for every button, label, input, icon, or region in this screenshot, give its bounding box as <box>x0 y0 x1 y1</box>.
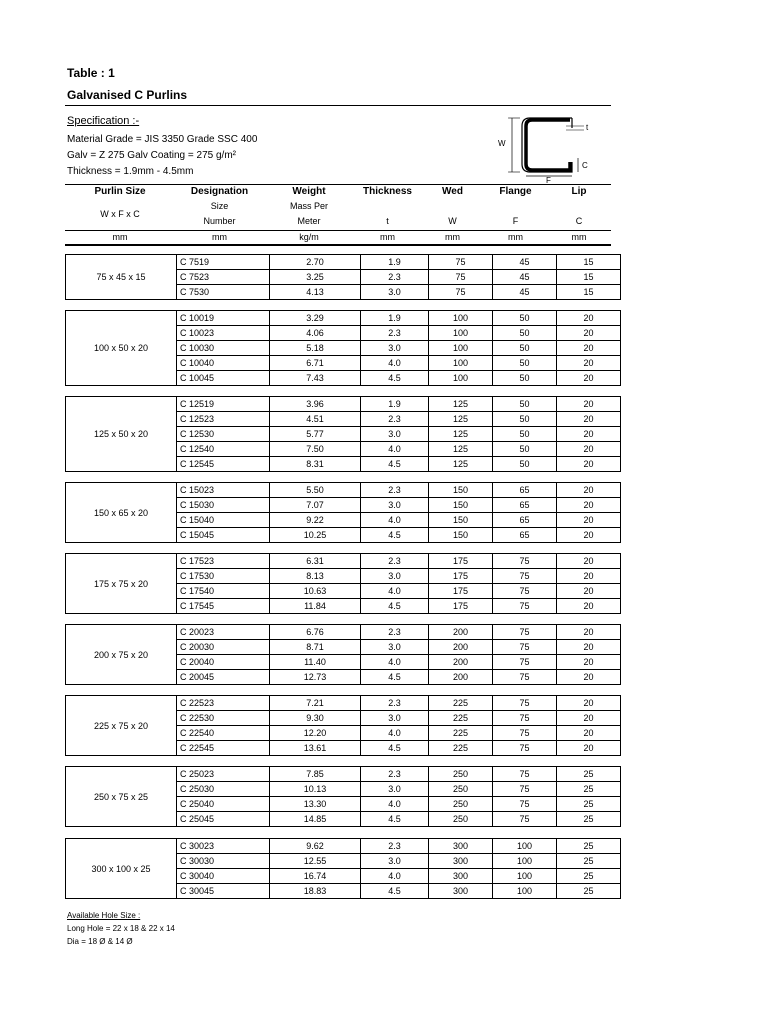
column-header-symbol: F <box>512 216 519 226</box>
thickness-cell: 3.0 <box>361 427 429 442</box>
weight-cell: 11.84 <box>270 599 361 614</box>
flange-cell: 50 <box>493 326 557 341</box>
designation-cell: C 30030 <box>177 854 270 869</box>
thickness-cell: 4.0 <box>361 584 429 599</box>
lip-cell: 15 <box>557 270 621 285</box>
purlin-group <box>65 766 611 827</box>
lip-cell: 20 <box>557 640 621 655</box>
web-cell: 100 <box>429 311 493 326</box>
web-cell: 250 <box>429 782 493 797</box>
flange-cell: 75 <box>493 655 557 670</box>
weight-cell: 12.73 <box>270 670 361 685</box>
web-cell: 175 <box>429 569 493 584</box>
flange-cell: 65 <box>493 498 557 513</box>
designation-cell: C 7530 <box>177 285 270 300</box>
designation-cell: C 30040 <box>177 869 270 884</box>
thickness-cell: 4.5 <box>361 371 429 386</box>
column-header-symbol: W <box>448 216 457 226</box>
purlin-size-cell: 250 x 75 x 25 <box>66 767 177 827</box>
purlin-size-cell: 150 x 65 x 20 <box>66 483 177 543</box>
web-cell: 225 <box>429 726 493 741</box>
lip-cell: 20 <box>557 397 621 412</box>
weight-cell: 5.50 <box>270 483 361 498</box>
weight-cell: 3.29 <box>270 311 361 326</box>
weight-cell: 8.31 <box>270 457 361 472</box>
lip-cell: 20 <box>557 670 621 685</box>
designation-cell: C 22523 <box>177 696 270 711</box>
header-top-rule <box>65 184 611 185</box>
weight-cell: 3.25 <box>270 270 361 285</box>
table-row <box>66 839 621 854</box>
column-header-title: Wed <box>442 186 463 197</box>
purlin-size-cell: 200 x 75 x 20 <box>66 625 177 685</box>
lip-cell: 20 <box>557 356 621 371</box>
purlin-group-table <box>65 766 621 827</box>
thickness-cell: 4.5 <box>361 670 429 685</box>
web-cell: 250 <box>429 767 493 782</box>
diagram-label-f: F <box>546 176 551 184</box>
lip-cell: 20 <box>557 741 621 756</box>
document-title: Galvanised C Purlins <box>67 88 188 102</box>
flange-cell: 65 <box>493 528 557 543</box>
weight-cell: 12.55 <box>270 854 361 869</box>
designation-cell: C 15030 <box>177 498 270 513</box>
purlin-group <box>65 254 611 300</box>
column-header-unit: kg/m <box>299 232 319 242</box>
purlin-group-table <box>65 695 621 756</box>
purlin-group <box>65 695 611 756</box>
lip-cell: 25 <box>557 782 621 797</box>
weight-cell: 6.76 <box>270 625 361 640</box>
flange-cell: 65 <box>493 513 557 528</box>
column-header-title: Flange <box>499 186 532 197</box>
column-header-unit: mm <box>112 232 128 242</box>
weight-cell: 14.85 <box>270 812 361 827</box>
designation-cell: C 22545 <box>177 741 270 756</box>
web-cell: 100 <box>429 356 493 371</box>
flange-cell: 75 <box>493 767 557 782</box>
weight-cell: 11.40 <box>270 655 361 670</box>
thickness-cell: 1.9 <box>361 397 429 412</box>
web-cell: 200 <box>429 655 493 670</box>
purlin-size-cell: 300 x 100 x 25 <box>66 839 177 899</box>
column-header-symbol: Number <box>203 216 236 226</box>
lip-cell: 20 <box>557 311 621 326</box>
diagram-label-w: W <box>498 139 506 148</box>
thickness-cell: 3.0 <box>361 341 429 356</box>
flange-cell: 50 <box>493 311 557 326</box>
weight-cell: 6.31 <box>270 554 361 569</box>
column-header-unit: mm <box>445 232 460 242</box>
weight-cell: 5.18 <box>270 341 361 356</box>
specification-heading: Specification :- <box>67 115 140 127</box>
purlin-group-table <box>65 482 621 543</box>
lip-cell: 20 <box>557 326 621 341</box>
c-section-diagram <box>490 106 610 184</box>
weight-cell: 16.74 <box>270 869 361 884</box>
purlin-size-cell: 175 x 75 x 20 <box>66 554 177 614</box>
lip-cell: 20 <box>557 442 621 457</box>
thickness-cell: 1.9 <box>361 311 429 326</box>
table-row <box>66 625 621 640</box>
table-row <box>66 311 621 326</box>
thickness-cell: 2.3 <box>361 554 429 569</box>
weight-cell: 18.83 <box>270 884 361 899</box>
thickness-cell: 4.0 <box>361 797 429 812</box>
designation-cell: C 17540 <box>177 584 270 599</box>
lip-cell: 25 <box>557 869 621 884</box>
web-cell: 225 <box>429 741 493 756</box>
flange-cell: 75 <box>493 670 557 685</box>
flange-cell: 45 <box>493 270 557 285</box>
thickness-cell: 4.0 <box>361 655 429 670</box>
column-header-sub: Size <box>210 201 229 211</box>
flange-cell: 100 <box>493 854 557 869</box>
web-cell: 100 <box>429 326 493 341</box>
web-cell: 100 <box>429 371 493 386</box>
thickness-cell: 4.0 <box>361 356 429 371</box>
designation-cell: C 12519 <box>177 397 270 412</box>
designation-cell: C 25030 <box>177 782 270 797</box>
thickness-cell: 4.5 <box>361 457 429 472</box>
web-cell: 225 <box>429 711 493 726</box>
weight-cell: 8.13 <box>270 569 361 584</box>
designation-cell: C 12545 <box>177 457 270 472</box>
purlin-group <box>65 396 611 472</box>
lip-cell: 20 <box>557 427 621 442</box>
lip-cell: 20 <box>557 569 621 584</box>
lip-cell: 20 <box>557 457 621 472</box>
web-cell: 75 <box>429 270 493 285</box>
table-row <box>66 255 621 270</box>
column-header-sub: Mass Per <box>289 201 328 211</box>
column-header-symbol: W x F x C <box>100 209 140 219</box>
designation-cell: C 10023 <box>177 326 270 341</box>
flange-cell: 75 <box>493 569 557 584</box>
table-row <box>66 767 621 782</box>
lip-cell: 15 <box>557 285 621 300</box>
column-header-unit: mm <box>212 232 227 242</box>
thickness-cell: 4.0 <box>361 726 429 741</box>
weight-cell: 10.13 <box>270 782 361 797</box>
flange-cell: 50 <box>493 371 557 386</box>
thickness-cell: 3.0 <box>361 569 429 584</box>
web-cell: 75 <box>429 255 493 270</box>
weight-cell: 13.61 <box>270 741 361 756</box>
purlin-group-table <box>65 254 621 300</box>
thickness-cell: 2.3 <box>361 767 429 782</box>
column-header-symbol: Meter <box>297 216 321 226</box>
weight-cell: 12.20 <box>270 726 361 741</box>
flange-cell: 65 <box>493 483 557 498</box>
thickness-cell: 4.5 <box>361 884 429 899</box>
column-header-title: Lip <box>571 186 587 197</box>
column-header-title: Purlin Size <box>94 186 146 197</box>
flange-cell: 75 <box>493 711 557 726</box>
purlin-group-table <box>65 553 621 614</box>
web-cell: 125 <box>429 397 493 412</box>
web-cell: 300 <box>429 854 493 869</box>
lip-cell: 20 <box>557 513 621 528</box>
thickness-cell: 4.5 <box>361 599 429 614</box>
column-header-title: Thickness <box>363 186 412 197</box>
thickness-cell: 1.9 <box>361 255 429 270</box>
thickness-cell: 2.3 <box>361 696 429 711</box>
lip-cell: 25 <box>557 797 621 812</box>
flange-cell: 100 <box>493 884 557 899</box>
purlin-group-table <box>65 624 621 685</box>
spec-material-grade: Material Grade = JIS 3350 Grade SSC 400 <box>67 134 258 145</box>
weight-cell: 7.50 <box>270 442 361 457</box>
weight-cell: 9.30 <box>270 711 361 726</box>
web-cell: 75 <box>429 285 493 300</box>
designation-cell: C 20040 <box>177 655 270 670</box>
table-row <box>66 397 621 412</box>
purlin-group <box>65 553 611 614</box>
thickness-cell: 4.0 <box>361 513 429 528</box>
thickness-cell: 2.3 <box>361 625 429 640</box>
lip-cell: 20 <box>557 696 621 711</box>
flange-cell: 75 <box>493 599 557 614</box>
designation-cell: C 30023 <box>177 839 270 854</box>
weight-cell: 7.43 <box>270 371 361 386</box>
flange-cell: 50 <box>493 397 557 412</box>
purlin-size-cell: 225 x 75 x 20 <box>66 696 177 756</box>
column-header-title: Weight <box>292 186 326 197</box>
flange-cell: 50 <box>493 457 557 472</box>
weight-cell: 4.06 <box>270 326 361 341</box>
designation-cell: C 20030 <box>177 640 270 655</box>
web-cell: 300 <box>429 869 493 884</box>
thickness-cell: 4.0 <box>361 442 429 457</box>
lip-cell: 20 <box>557 655 621 670</box>
web-cell: 300 <box>429 839 493 854</box>
flange-cell: 75 <box>493 797 557 812</box>
weight-cell: 10.25 <box>270 528 361 543</box>
designation-cell: C 15040 <box>177 513 270 528</box>
weight-cell: 9.22 <box>270 513 361 528</box>
flange-cell: 75 <box>493 625 557 640</box>
lip-cell: 20 <box>557 498 621 513</box>
designation-cell: C 12523 <box>177 412 270 427</box>
web-cell: 250 <box>429 812 493 827</box>
lip-cell: 20 <box>557 726 621 741</box>
header-bottom-rule <box>65 244 611 246</box>
weight-cell: 4.51 <box>270 412 361 427</box>
flange-cell: 50 <box>493 341 557 356</box>
purlin-group <box>65 624 611 685</box>
column-header-unit: mm <box>571 232 587 242</box>
dia-line: Dia = 18 Ø & 14 Ø <box>67 937 133 946</box>
purlin-size-cell: 125 x 50 x 20 <box>66 397 177 472</box>
weight-cell: 8.71 <box>270 640 361 655</box>
web-cell: 250 <box>429 797 493 812</box>
weight-cell: 4.13 <box>270 285 361 300</box>
web-cell: 300 <box>429 884 493 899</box>
flange-cell: 75 <box>493 726 557 741</box>
spec-thickness: Thickness = 1.9mm - 4.5mm <box>67 166 194 177</box>
thickness-cell: 3.0 <box>361 640 429 655</box>
flange-cell: 45 <box>493 255 557 270</box>
flange-cell: 75 <box>493 554 557 569</box>
diagram-label-c: C <box>582 161 588 170</box>
lip-cell: 20 <box>557 584 621 599</box>
lip-cell: 25 <box>557 839 621 854</box>
thickness-cell: 3.0 <box>361 854 429 869</box>
designation-cell: C 7523 <box>177 270 270 285</box>
thickness-cell: 3.0 <box>361 498 429 513</box>
purlin-group-table <box>65 838 621 899</box>
lip-cell: 20 <box>557 554 621 569</box>
web-cell: 200 <box>429 640 493 655</box>
table-row <box>66 483 621 498</box>
web-cell: 150 <box>429 483 493 498</box>
flange-cell: 75 <box>493 782 557 797</box>
column-header-symbol: C <box>575 216 583 226</box>
weight-cell: 5.77 <box>270 427 361 442</box>
weight-cell: 10.63 <box>270 584 361 599</box>
designation-cell: C 10045 <box>177 371 270 386</box>
lip-cell: 25 <box>557 812 621 827</box>
flange-cell: 75 <box>493 640 557 655</box>
designation-cell: C 17530 <box>177 569 270 584</box>
designation-cell: C 7519 <box>177 255 270 270</box>
lip-cell: 25 <box>557 884 621 899</box>
diagram-label-t: t <box>586 123 589 132</box>
table-row <box>66 696 621 711</box>
flange-cell: 100 <box>493 839 557 854</box>
web-cell: 150 <box>429 498 493 513</box>
weight-cell: 7.21 <box>270 696 361 711</box>
thickness-cell: 4.5 <box>361 528 429 543</box>
thickness-cell: 2.3 <box>361 483 429 498</box>
thickness-cell: 2.3 <box>361 270 429 285</box>
flange-cell: 75 <box>493 812 557 827</box>
web-cell: 150 <box>429 528 493 543</box>
column-header-unit: mm <box>508 232 523 242</box>
flange-cell: 50 <box>493 427 557 442</box>
designation-cell: C 20045 <box>177 670 270 685</box>
lip-cell: 20 <box>557 341 621 356</box>
weight-cell: 2.70 <box>270 255 361 270</box>
thickness-cell: 2.3 <box>361 326 429 341</box>
lip-cell: 20 <box>557 528 621 543</box>
flange-cell: 45 <box>493 285 557 300</box>
purlin-group-table <box>65 310 621 386</box>
purlin-group <box>65 838 611 899</box>
web-cell: 100 <box>429 341 493 356</box>
designation-cell: C 22540 <box>177 726 270 741</box>
web-cell: 150 <box>429 513 493 528</box>
thickness-cell: 4.5 <box>361 812 429 827</box>
weight-cell: 7.07 <box>270 498 361 513</box>
flange-cell: 75 <box>493 741 557 756</box>
hole-size-heading: Available Hole Size : <box>67 911 141 920</box>
thickness-cell: 3.0 <box>361 285 429 300</box>
designation-cell: C 12530 <box>177 427 270 442</box>
designation-cell: C 17545 <box>177 599 270 614</box>
web-cell: 125 <box>429 412 493 427</box>
purlin-group <box>65 310 611 386</box>
lip-cell: 20 <box>557 625 621 640</box>
designation-cell: C 22530 <box>177 711 270 726</box>
lip-cell: 25 <box>557 854 621 869</box>
designation-cell: C 10019 <box>177 311 270 326</box>
web-cell: 125 <box>429 457 493 472</box>
weight-cell: 13.30 <box>270 797 361 812</box>
thickness-cell: 2.3 <box>361 839 429 854</box>
hole-size-notes <box>67 909 175 948</box>
flange-cell: 75 <box>493 584 557 599</box>
designation-cell: C 15023 <box>177 483 270 498</box>
web-cell: 175 <box>429 599 493 614</box>
flange-cell: 100 <box>493 869 557 884</box>
web-cell: 125 <box>429 442 493 457</box>
flange-cell: 50 <box>493 442 557 457</box>
purlin-size-cell: 100 x 50 x 20 <box>66 311 177 386</box>
web-cell: 175 <box>429 584 493 599</box>
flange-cell: 50 <box>493 356 557 371</box>
web-cell: 125 <box>429 427 493 442</box>
weight-cell: 7.85 <box>270 767 361 782</box>
web-cell: 175 <box>429 554 493 569</box>
table-label: Table : 1 <box>67 66 115 80</box>
purlin-group <box>65 482 611 543</box>
weight-cell: 9.62 <box>270 839 361 854</box>
thickness-cell: 4.0 <box>361 869 429 884</box>
designation-cell: C 25040 <box>177 797 270 812</box>
thickness-cell: 2.3 <box>361 412 429 427</box>
web-cell: 225 <box>429 696 493 711</box>
lip-cell: 20 <box>557 483 621 498</box>
purlin-size-cell: 75 x 45 x 15 <box>66 255 177 300</box>
purlin-group-table <box>65 396 621 472</box>
long-hole-line: Long Hole = 22 x 18 & 22 x 14 <box>67 924 175 933</box>
designation-cell: C 25045 <box>177 812 270 827</box>
designation-cell: C 30045 <box>177 884 270 899</box>
designation-cell: C 17523 <box>177 554 270 569</box>
header-mid-rule <box>65 230 611 231</box>
table-row <box>66 554 621 569</box>
thickness-cell: 4.5 <box>361 741 429 756</box>
lip-cell: 20 <box>557 599 621 614</box>
lip-cell: 20 <box>557 412 621 427</box>
spec-galv-coating: Galv = Z 275 Galv Coating = 275 g/m² <box>67 150 236 161</box>
designation-cell: C 10030 <box>177 341 270 356</box>
thickness-cell: 3.0 <box>361 782 429 797</box>
designation-cell: C 10040 <box>177 356 270 371</box>
lip-cell: 20 <box>557 371 621 386</box>
lip-cell: 25 <box>557 767 621 782</box>
designation-cell: C 25023 <box>177 767 270 782</box>
lip-cell: 15 <box>557 255 621 270</box>
flange-cell: 50 <box>493 412 557 427</box>
designation-cell: C 20023 <box>177 625 270 640</box>
column-header-title: Designation <box>190 186 249 197</box>
designation-cell: C 12540 <box>177 442 270 457</box>
designation-cell: C 15045 <box>177 528 270 543</box>
lip-cell: 20 <box>557 711 621 726</box>
column-header-symbol: t <box>386 216 389 226</box>
weight-cell: 3.96 <box>270 397 361 412</box>
web-cell: 200 <box>429 625 493 640</box>
weight-cell: 6.71 <box>270 356 361 371</box>
column-header-unit: mm <box>380 232 395 242</box>
web-cell: 200 <box>429 670 493 685</box>
thickness-cell: 3.0 <box>361 711 429 726</box>
flange-cell: 75 <box>493 696 557 711</box>
